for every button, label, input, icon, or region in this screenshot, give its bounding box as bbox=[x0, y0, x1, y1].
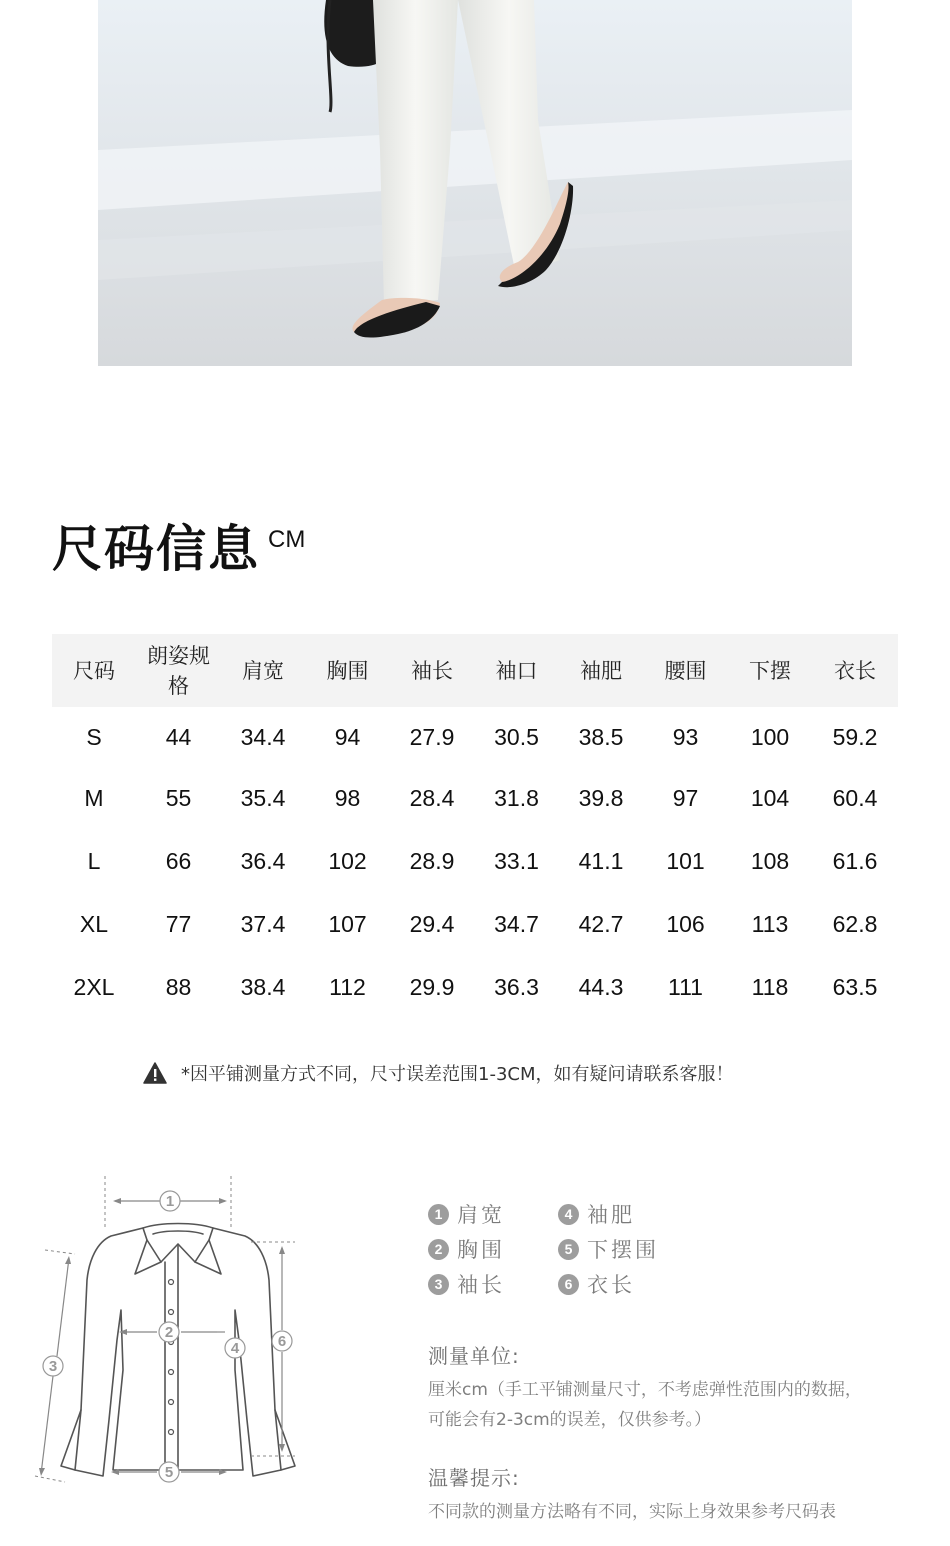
svg-text:6: 6 bbox=[277, 1333, 287, 1350]
tips-block bbox=[428, 1462, 836, 1527]
table-cell: 62.8 bbox=[832, 911, 878, 937]
product-photo bbox=[98, 0, 852, 366]
table-cell: 42.7 bbox=[578, 911, 624, 937]
svg-text:5: 5 bbox=[164, 1464, 174, 1481]
marker-1 bbox=[160, 1191, 180, 1211]
table-cell: L bbox=[87, 848, 101, 874]
table-cell: 34.7 bbox=[494, 911, 539, 937]
header-cell: 袖长 bbox=[390, 634, 474, 707]
table-cell: 60.4 bbox=[832, 785, 878, 811]
header-cell: 尺码 bbox=[52, 634, 136, 707]
table-cell: 41.1 bbox=[578, 848, 624, 874]
table-row bbox=[52, 956, 898, 1019]
measure-unit-line2: 可能会有2-3cm的误差，仅供参考。） bbox=[428, 1410, 712, 1430]
legend-item-length bbox=[558, 1269, 635, 1299]
note-text: *因平铺测量方式不同，尺寸误差范围1-3CM，如有疑问请联系客服！ bbox=[181, 1064, 734, 1085]
table-cell: 113 bbox=[751, 911, 789, 937]
table-cell: 36.4 bbox=[240, 848, 286, 874]
number-badge: 5 bbox=[558, 1239, 579, 1260]
table-cell: 29.4 bbox=[409, 911, 455, 937]
table-cell: 2XL bbox=[73, 974, 115, 1000]
table-cell: 101 bbox=[666, 848, 705, 874]
table-cell: S bbox=[86, 723, 102, 750]
tips-heading: 温馨提示: bbox=[428, 1466, 520, 1490]
legend-label: 下摆围 bbox=[587, 1238, 659, 1262]
table-cell: 33.1 bbox=[494, 848, 539, 874]
table-cell: 29.9 bbox=[409, 974, 455, 1000]
table-cell: 36.3 bbox=[494, 974, 539, 1000]
header-cell: 朗姿规格 bbox=[136, 634, 221, 707]
number-badge: 1 bbox=[428, 1204, 449, 1225]
svg-text:2: 2 bbox=[164, 1324, 174, 1341]
header-cell: 袖口 bbox=[474, 634, 559, 707]
model-legs-illustration bbox=[98, 0, 852, 366]
svg-text:4: 4 bbox=[230, 1340, 240, 1357]
legend-label: 袖肥 bbox=[587, 1203, 635, 1227]
table-cell: 97 bbox=[672, 785, 699, 811]
shirt-measurement-diagram bbox=[25, 1170, 325, 1500]
table-cell: 77 bbox=[165, 911, 192, 937]
table-cell: 27.9 bbox=[409, 723, 455, 750]
table-cell: 106 bbox=[666, 911, 705, 937]
table-cell: 59.2 bbox=[832, 723, 878, 750]
header-cell: 下摆 bbox=[728, 634, 812, 707]
table-row bbox=[52, 893, 898, 956]
marker-5 bbox=[159, 1462, 179, 1482]
table-cell: 31.8 bbox=[494, 785, 539, 811]
table-cell: 63.5 bbox=[832, 974, 878, 1000]
number-badge: 4 bbox=[558, 1204, 579, 1225]
section-title: 尺码信息 bbox=[52, 520, 260, 578]
header-cell: 衣长 bbox=[812, 634, 898, 707]
table-cell: 66 bbox=[165, 848, 192, 874]
warning-icon bbox=[143, 1062, 167, 1084]
table-cell: 44.3 bbox=[578, 974, 624, 1000]
svg-text:1: 1 bbox=[165, 1193, 175, 1210]
table-cell: 39.8 bbox=[578, 785, 624, 811]
legend-label: 衣长 bbox=[587, 1273, 635, 1297]
header-cell: 胸围 bbox=[305, 634, 390, 707]
tips-text: 不同款的测量方法略有不同，实际上身效果参考尺码表 bbox=[428, 1502, 836, 1522]
table-cell: 104 bbox=[750, 785, 790, 811]
header-cell: 肩宽 bbox=[221, 634, 305, 707]
number-badge: 3 bbox=[428, 1274, 449, 1295]
legend-item-hem bbox=[558, 1234, 659, 1264]
measure-unit-block bbox=[428, 1340, 862, 1435]
legend-item-chest bbox=[428, 1234, 505, 1264]
number-badge: 2 bbox=[428, 1239, 449, 1260]
table-cell: 112 bbox=[329, 974, 366, 1000]
table-cell: M bbox=[84, 785, 104, 811]
legend-item-sleeve-width bbox=[558, 1199, 635, 1229]
legend-label: 袖长 bbox=[457, 1273, 505, 1297]
size-table bbox=[52, 634, 898, 1019]
table-row bbox=[52, 767, 898, 830]
legend-item-shoulder bbox=[428, 1199, 505, 1229]
table-cell: 44 bbox=[165, 723, 192, 750]
table-header-row bbox=[52, 634, 898, 707]
table-cell: 93 bbox=[672, 723, 699, 750]
marker-2 bbox=[159, 1322, 179, 1342]
table-cell: 102 bbox=[328, 848, 367, 874]
marker-3 bbox=[43, 1356, 63, 1376]
measurement-note bbox=[143, 1060, 734, 1086]
table-cell: 30.5 bbox=[494, 723, 539, 750]
unit-label: CM bbox=[268, 526, 306, 553]
table-cell: XL bbox=[79, 911, 109, 937]
table-cell: 38.4 bbox=[240, 974, 286, 1000]
table-cell: 118 bbox=[751, 974, 789, 1000]
table-cell: 100 bbox=[750, 723, 790, 750]
table-cell: 38.5 bbox=[578, 723, 624, 750]
table-cell: 34.4 bbox=[240, 723, 286, 750]
legend-label: 肩宽 bbox=[457, 1203, 505, 1227]
svg-text:3: 3 bbox=[48, 1358, 58, 1375]
number-badge: 6 bbox=[558, 1274, 579, 1295]
header-cell: 袖肥 bbox=[559, 634, 643, 707]
table-row bbox=[52, 830, 898, 893]
table-cell: 107 bbox=[328, 911, 367, 937]
measure-unit-line1: 厘米cm（手工平铺测量尺寸，不考虑弹性范围内的数据， bbox=[428, 1380, 862, 1400]
table-cell: 55 bbox=[165, 785, 192, 811]
legend-label: 胸围 bbox=[457, 1238, 505, 1262]
table-cell: 28.4 bbox=[409, 785, 455, 811]
measure-unit-heading: 测量单位: bbox=[428, 1344, 520, 1368]
table-row bbox=[52, 707, 898, 767]
table-cell: 88 bbox=[165, 974, 192, 1000]
table-cell: 108 bbox=[750, 848, 790, 874]
table-cell: 111 bbox=[668, 974, 703, 1000]
marker-4 bbox=[225, 1338, 245, 1358]
table-cell: 94 bbox=[334, 723, 361, 750]
header-cell: 腰围 bbox=[643, 634, 728, 707]
table-cell: 61.6 bbox=[832, 848, 878, 874]
size-info-title bbox=[52, 518, 305, 580]
table-cell: 35.4 bbox=[240, 785, 286, 811]
marker-6 bbox=[272, 1331, 292, 1351]
table-cell: 28.9 bbox=[409, 848, 455, 874]
legend-item-sleeve-length bbox=[428, 1269, 505, 1299]
table-cell: 98 bbox=[334, 785, 361, 811]
table-cell: 37.4 bbox=[240, 911, 286, 937]
